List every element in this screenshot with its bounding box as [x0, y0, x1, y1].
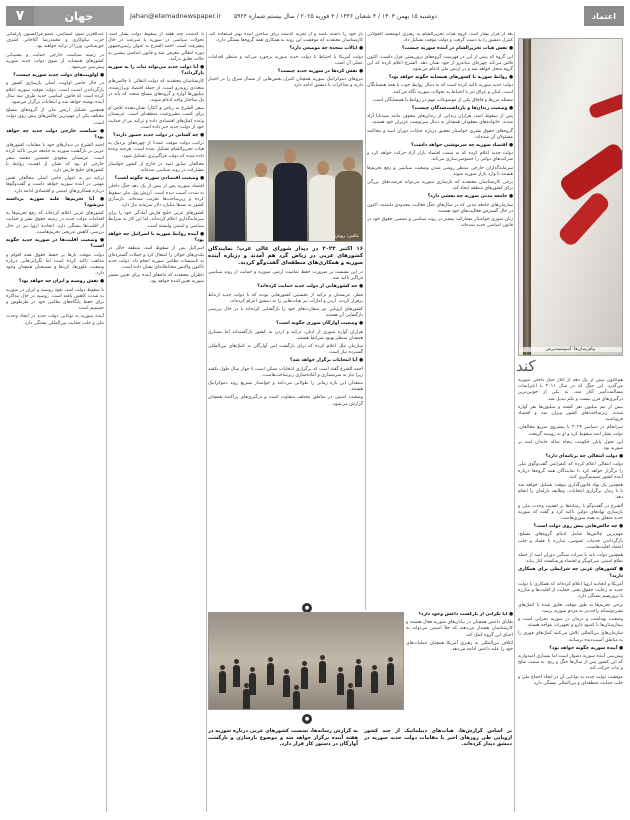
- subheading: ● نقش هیات تحریرالشام در آینده سوریه چیست؟: [401, 46, 513, 52]
- subheading: ● آیا دولت جدید می‌تواند ثبات را به سوریه بازگرداند؟: [108, 65, 204, 77]
- subheading: ● نقش کردها در سوریه جدید چیست؟: [277, 69, 363, 75]
- paragraph: سفر الشرع به ریاض و آنکارا نشان‌دهنده تلاش او برای کسب مشروعیت منطقه‌ای است. عربستان وعده کمک‌های اقتصادی داده و ترکیه نیز از حمایت خود از دولت جدید خبر داده است.: [108, 106, 204, 130]
- paragraph: هم‌اکنون بیش از یک دهه از آغاز جنگ داخلی سوریه می‌گذرد. این جنگ که در سال ۲۰۱۱ با اعتراضات مسالمت‌آمیز آغاز شد، به یکی از خونین‌ترین درگیری‌های قرن بیست و یکم تبدیل شد.: [518, 378, 623, 402]
- paragraph: احمد الشرع گفته است که برگزاری انتخابات ممکن است تا چهار سال طول بکشد زیرا نیاز به سرشماری و آماده‌سازی زیرساخت‌هاست.: [208, 366, 363, 378]
- paragraph: سازمان‌های بین‌المللی تلاش می‌کنند کمک‌های فوری را به مناطق آسیب‌دیده برسانند.: [518, 631, 623, 643]
- flag-stripe: [588, 93, 623, 120]
- section-email: Jahan@etemadnewspaper.ir: [130, 12, 222, 20]
- paragraph: عبدالعزیز تمیم، لیسانس، عضو فراکسیون پارلمانی حزب نیکوکاری و محمدرضا آغاجانی اشرف حق‌شناس، ورزا از ترکیه خواهند بود.: [6, 32, 104, 50]
- newspaper-logo: اعتماد: [584, 6, 624, 26]
- page-number: ۷: [6, 6, 34, 26]
- page-header: [6, 6, 624, 26]
- photo-officials: [208, 140, 363, 242]
- subheading: ● دولت انتقالی چه برنامه‌ای دارد؟: [545, 454, 623, 460]
- paragraph: این گروه که پیش از این در فهرست گروه‌های تروریستی قرار داشت، اکنون تلاش می‌کند چهره‌ای میانه‌رو از خود نشان دهد. الشرع اعلام کرده که این گروه منحل خواهد شد و در ارتش ملی ادغام می‌شود.: [367, 54, 513, 73]
- paragraph: همچنین تشکیل ارتش ملی از گروه‌های مسلح مختلف یکی از مهم‌ترین چالش‌های پیش روی دولت است.: [6, 108, 104, 126]
- photo-caption: عکس: رویترز: [333, 234, 359, 239]
- figure: [319, 661, 326, 683]
- figure: [273, 163, 307, 241]
- paragraph: دولت جدید سوریه تاکید کرده است که به دنبال روابط خوب با همه همسایگان است. لبنان و عراق نیز با احتیاط به تحولات سوریه نگاه می‌کنند.: [367, 83, 513, 95]
- paragraph: پیش‌بینی آینده سوریه دشوار است اما بسیاری امیدوارند که این کشور پس از سال‌ها جنگ و رنج، به سمت صلح و ثبات حرکت کند.: [518, 653, 623, 672]
- column-3-top: [208, 32, 363, 137]
- subheading: ● آیا تحریم‌ها علیه سوریه برداشته می‌شود؟: [6, 196, 104, 209]
- column-rule: [106, 32, 107, 812]
- paragraph: اقتصاد سوریه پس از بیش از یک دهه جنگ داخلی به شدت آسیب دیده است. ارزش پول ملی سقوط کرده و زیرساخت‌ها تخریب شده‌اند. بازسازی کشور به صدها میلیارد دلار سرمایه نیاز دارد.: [108, 184, 204, 209]
- subheading: ● جامعه مدنی سوریه چه نقشی دارد؟: [427, 194, 513, 200]
- subheading: ● وضعیت آوارگان سوری چگونه است؟: [276, 321, 363, 327]
- headline-fragment: کند: [516, 357, 536, 375]
- paragraph: سازمان ملل اعلام کرده که برای بازگشت امن آوارگان به کمک‌های بین‌المللی گسترده نیاز است.: [208, 344, 363, 356]
- paragraph: سازمان‌های جامعه مدنی که در سال‌های جنگ فعالیت محدودی داشتند، اکنون در حال گسترش فعالیت‌های خود هستند.: [367, 202, 513, 214]
- subheading: ● چه کشورهایی از دولت جدید حمایت کرده‌اند؟: [257, 284, 363, 290]
- paragraph: دولت آمریکا با احتیاط با دولت جدید سوریه برخورد می‌کند و منتظر اقدامات عملی آن است.: [208, 54, 363, 66]
- paragraph: ناظران معتقدند که ماه‌های آینده برای تعیین مسیر سوریه تعیین‌کننده خواهد بود.: [108, 273, 204, 285]
- column-rule: [206, 32, 207, 812]
- subheading: ● آیا انتخابات برگزار خواهد شد؟: [289, 358, 363, 364]
- bottom-box-right: بر اساس گزارش‌ها، هیات‌های دیپلماتیک از چند کشور اروپایی طی روزهای اخیر با مقامات دولت جدید سوریه در دمشق دیدار کرده‌اند.: [364, 728, 512, 748]
- subheading: ● وضعیت زندان‌ها و بازداشت‌شدگان چیست؟: [411, 106, 513, 112]
- paragraph: همچنین یک نهاد قانون‌گذاری موقت تشکیل خواهد شد تا تا زمان برگزاری انتخابات، وظایف پارلمان را انجام دهد.: [518, 483, 623, 501]
- column-rule: [514, 32, 515, 812]
- bottom-box-mid: به گزارش رسانه‌ها، نشست کشورهای عربی درباره سوریه در هفته آینده برگزار خواهد شد و موضوع بازسازی و بازگشت آوارگان در دستور کار قرار دارد.: [208, 728, 358, 748]
- figure: [267, 663, 274, 685]
- paragraph: در زمینه سیاست خارجی حمایت و پشتیبانی کشورهای همسایه از سوی دولت جدید سوریه پیش‌بینی می‌شود.: [6, 52, 104, 71]
- paragraph: ترکیب دولت موقت عمدتا از چهره‌های نزدیک به هیات تحریرالشام تشکیل شده است، هرچند وعده داده شده که دولت فراگیرتری تشکیل شود.: [108, 141, 204, 159]
- figure: [387, 663, 394, 685]
- paragraph: کشورهای اروپایی نیز سفارت‌های خود را بازگشایی کرده‌اند یا در حال بررسی بازگشایی آن هستند.: [208, 307, 363, 319]
- issue-date-line: دوشنبه ۱۵ بهمن ۱۴۰۳ / ۴ شعبان ۱۴۴۶ / ۳ فوریه ۲۰۲۵ / سال بیستم شماره ۵۹۲۳: [234, 12, 437, 20]
- paragraph: بعد از فرار بشار اسد، گروه هیات تحریرالشام به رهبری ابومحمد الجولانی کنترل دمشق را به دست گرفت و دولت موقت تشکیل داد.: [367, 32, 513, 44]
- paragraph: دولت انتقالی اعلام کرده که کنفرانس گفت‌وگوی ملی را برگزار خواهد کرد تا نمایندگان همه گروه‌ها درباره آینده کشور تصمیم‌گیری کنند.: [518, 462, 623, 480]
- column-1: [6, 32, 104, 812]
- column-3-mid: [208, 246, 363, 608]
- paragraph: اسرائیل پس از سقوط اسد، منطقه حائل در بلندی‌های جولان را اشغال کرد و حملات گسترده‌ای به تاسیسات نظامی سوریه انجام داد. دولت جدید تاکنون واکنش محتاطانه‌ای نشان داده است.: [108, 246, 204, 270]
- caption-lead: ۱۶ اکتبر ۲۰۲۴ در دیدار شورای عالی عرب؛ نمایندگان کشورهای عربی در ریاض گرد هم آمدند و درباره آینده سوریه و همکاری‌های منطقه‌ای گفت‌وگو کردند.: [208, 246, 363, 266]
- figure: [247, 177, 275, 241]
- paragraph: وضعیت امنیتی در مناطق مختلف متفاوت است و درگیری‌های پراکنده همچنان گزارش می‌شود.: [208, 395, 363, 407]
- column-4-bottom: [406, 612, 513, 710]
- paragraph: با گذشت چند هفته از سقوط دولت بشار اسد، تحولات سیاسی در سوریه با سرعت در حال پیشرفت است. احمد الشرع به عنوان رئیس‌جمهور دوره انتقالی معرفی شد و قانون اساسی پیشین به حالت تعلیق درآمد.: [108, 32, 204, 62]
- photo-flag: [518, 38, 623, 356]
- section-title: جهان: [34, 6, 124, 26]
- paragraph: احمد الشرع در دیدارهای خود با مقامات کشورهای عربی بر بازگشت سوریه به جامعه عربی تاکید کرده است. عربستان سعودی نخستین مقصد سفر خارجی او بود که نشان از اهمیت روابط با کشورهای خلیج فارس دارد.: [6, 143, 104, 174]
- paragraph: همچنین دولت باید با میراث سنگین دوران اسد از جمله نظام امنیتی سرکوبگر و اقتصاد ورشکسته کنار بیاید.: [518, 553, 623, 565]
- subheading: ● وضعیت اقتصادی سوریه چگونه است؟: [114, 176, 204, 182]
- paragraph: در این نشست بر ضرورت حفظ تمامیت ارضی سوریه و حمایت از روند سیاسی فراگیر تاکید شد.: [208, 270, 363, 282]
- figure: [249, 673, 256, 695]
- figure: [243, 689, 250, 710]
- subheading: ● وضعیت اقلیت‌ها در سوریه جدید چگونه است؟: [6, 238, 104, 250]
- column-4: [367, 32, 513, 610]
- paragraph: ائتلاف بین‌المللی به رهبری آمریکا همچنان عملیات‌های خود را علیه داعش ادامه می‌دهد.: [406, 640, 513, 653]
- paragraph: باز خود را داشته باشد و از تجربه گذشته برای ساختن آینده بهتر استفاده کند. کارشناسان معتقدند که موفقیت این روند به همکاری همه گروه‌ها بستگی دارد.: [208, 32, 363, 44]
- section-emblem-icon: ●: [302, 603, 312, 613]
- paragraph: مهم‌ترین چالش‌ها شامل ادغام گروه‌های مسلح، بازگرداندن خدمات عمومی، مبارزه با فساد و جلب اعتماد اقلیت‌هاست.: [518, 532, 623, 550]
- subheading: ● اولویت‌های دولت جدید سوریه چیست؟: [13, 73, 104, 79]
- paragraph: موفقیت دولت جدید به توانایی آن در ایجاد اجماع ملی و جلب حمایت منطقه‌ای و بین‌المللی بستگی دارد.: [518, 674, 623, 686]
- flag-stripe: [558, 141, 623, 202]
- paragraph: آمریکا و اتحادیه اروپا اعلام کرده‌اند که همکاری با دولت جدید به رعایت حقوق بشر، حمایت از اقلیت‌ها و مبارزه با تروریسم بستگی دارد.: [518, 581, 623, 600]
- subheading: ● کشورهای غربی چه شرایطی برای همکاری دارند؟: [518, 567, 623, 579]
- figure: [337, 673, 344, 695]
- paragraph: کارشناسان معتقدند که دولت انتقالی با چالش‌های متعددی روبه‌رو است، از جمله اقتصاد ویران‌شده، میلیون‌ها آواره و گروه‌های مسلح متعدد که باید در یک ساختار واحد ادغام شوند.: [108, 79, 204, 104]
- paragraph: وضعیت بهداشت و درمان در سوریه بحرانی است و بیمارستان‌ها با کمبود دارو و تجهیزات مواجه هستند.: [518, 616, 623, 629]
- subheading: ● آیا نگرانی از بازگشت داعش وجود دارد؟: [418, 612, 513, 617]
- paragraph: الشرع در گفت‌وگو با رسانه‌ها بر اهمیت وحدت ملی و بازسازی نهادهای دولتی تاکید کرد و گفت که سوریه جدید متعلق به همه سوری‌هاست.: [518, 503, 623, 522]
- subheading: ● ایالات متحده چه موضعی دارد؟: [289, 46, 363, 52]
- subheading: ● سیاست خارجی دولت جدید چه خواهد بود؟: [6, 128, 104, 141]
- photo-street-crowd: [208, 612, 404, 710]
- paragraph: سرمایه‌گذاران خارجی منتظر روشن شدن وضعیت سیاسی و رفع تحریم‌ها هستند تا وارد بازار سوریه شوند.: [367, 165, 513, 177]
- paragraph: مخالفان سابق اسد در خارج از کشور خواستار مشارکت در روند سیاسی شده‌اند.: [108, 161, 204, 174]
- subheading: ● چه چالش‌هایی پیش روی دولت است؟: [533, 524, 623, 530]
- subheading: ● چه کسانی در دولت جدید حضور دارند؟: [113, 133, 204, 139]
- flag-stripe: [556, 190, 611, 248]
- column-rule: [365, 32, 366, 610]
- figure: [347, 689, 354, 710]
- photo-caption: پیام‌رسان‌ها: آسوشیتدپرس: [519, 347, 622, 352]
- paragraph: بقایای داعش همچنان در بیابان‌های سوریه فعال هستند و کارشناسان هشدار می‌دهند که خلأ امنیتی می‌تواند به احیای این گروه کمک کند.: [406, 620, 513, 638]
- paragraph: دولت موقت بارها بر حفظ حقوق همه اقوام و مذاهب تاکید کرده است اما نگرانی‌هایی درباره وضعیت علوی‌ها، کردها و مسیحیان همچنان وجود دارد.: [6, 252, 104, 277]
- paragraph: بیش از نیم میلیون نفر کشته و میلیون‌ها نفر آواره شدند. زیرساخت‌های کشور ویران شد و اقتصاد فروپاشید.: [518, 404, 623, 423]
- paragraph: ترکیه نیز به عنوان حامی اصلی مخالفان نقش مهمی در آینده سوریه خواهد داشت و گفت‌وگوها درباره همکاری‌های امنیتی و اقتصادی ادامه دارد.: [6, 176, 104, 194]
- paragraph: نیروهای دموکراتیک سوریه همچنان کنترل بخش‌هایی از شمال شرق را در اختیار دارند و مذاکرات با دمشق ادامه دارد.: [208, 77, 363, 89]
- paragraph: کشورهای عربی خلیج فارس آمادگی خود را برای سرمایه‌گذاری اعلام کرده‌اند، اما این کار به شرایط سیاسی و امنیتی وابسته است.: [108, 211, 204, 229]
- figure: [283, 675, 290, 697]
- subheading: ● اقتصاد سوریه چه سرنوشتی خواهد داشت؟: [411, 143, 513, 149]
- paragraph: کشورهای غربی اعلام کرده‌اند که رفع تحریم‌ها به اقدامات دولت جدید در زمینه حقوق بشر و حمایت از اقلیت‌ها بستگی دارد. اتحادیه اروپا نیز در حال بررسی کاهش تدریجی تحریم‌هاست.: [6, 211, 104, 235]
- figure: [301, 667, 308, 689]
- subheading: ● روابط سوریه با کشورهای همسایه چگونه خواهد بود؟: [388, 75, 513, 81]
- paragraph: منتقدان این بازه زمانی را طولانی می‌دانند و خواستار تسریع روند دموکراتیک هستند.: [208, 381, 363, 393]
- figure: [371, 671, 378, 693]
- figure: [335, 171, 363, 241]
- column-2: [108, 32, 204, 812]
- paragraph: این تحول پایان حکومت پنجاه ساله خاندان اسد بر سوریه بود.: [518, 439, 623, 452]
- subheading: ● آینده روابط سوریه با اسرائیل چه خواهد بود؟: [108, 231, 204, 244]
- paragraph: قطر، عربستان و ترکیه از نخستین کشورهایی بودند که با دولت جدید ارتباط برقرار کردند. اردن و امارات نیز هیات‌هایی را به دمشق اعزام کرده‌اند.: [208, 292, 363, 304]
- paragraph: سرانجام در دسامبر ۲۰۲۴ با پیشروی سریع مخالفان، دولت بشار اسد سقوط کرد و او به روسیه گریخت.: [518, 425, 623, 437]
- paragraph: در حال حاضر اولویت اصلی بازسازی کشور و بازگرداندن امنیت است. دولت موقت سوریه اعلام کرده است که قانون اساسی جدید ظرف سه سال آینده نوشته خواهد شد و انتخابات برگزار می‌شود.: [6, 81, 104, 106]
- figure: [233, 665, 240, 687]
- figure: [355, 665, 362, 687]
- paragraph: گروه‌های حقوق بشری خواستار تحقیق درباره جنایات دوران اسد و محاکمه مسئولان آن شده‌اند.: [367, 128, 513, 140]
- paragraph: هزاران آواره سوری از لبنان، ترکیه و اردن به کشور بازگشته‌اند اما بسیاری همچنان منتظر بهبود شرایط هستند.: [208, 329, 363, 341]
- figure: [219, 671, 226, 693]
- section-emblem-icon: ●: [302, 714, 312, 724]
- paragraph: آینده سوریه به توانایی دولت جدید در ایجاد وحدت ملی و جلب حمایت بین‌المللی بستگی دارد.: [6, 314, 104, 326]
- flag-pole: [523, 39, 531, 356]
- figure: [309, 175, 337, 241]
- paragraph: با سقوط دولت اسد، نفوذ روسیه و ایران در سوریه به شدت کاهش یافته است. روسیه در حال مذاکره برای حفظ پایگاه‌های نظامی خود در طرطوس و حمیمیم است.: [6, 287, 104, 312]
- paragraph: برخی کارشناسان معتقدند که بازسازی سوریه می‌تواند فرصت‌های بزرگی برای کشورهای منطقه ایجاد کند.: [367, 180, 513, 192]
- paragraph: دولت جدید اعلام کرده که به سمت اقتصاد بازار آزاد حرکت خواهد کرد و شرکت‌های دولتی را خصوصی‌سازی می‌کند.: [367, 151, 513, 163]
- subheading: ● نقش روسیه و ایران چه خواهد بود؟: [18, 279, 104, 285]
- figure: [215, 171, 245, 241]
- column-5-bottom: [518, 378, 623, 812]
- paragraph: برخی تحریم‌ها به طور موقت تعلیق شده تا کمک‌های بشردوستانه راحت‌تر به مردم سوریه برسد.: [518, 602, 623, 614]
- paragraph: مسئله مرزها و قاچاق یکی از موضوعات مهم در روابط با همسایگان است.: [371, 97, 513, 103]
- paragraph: زنان سوری خواستار مشارکت بیشتر در روند سیاسی و تضمین حقوق خود در قانون اساسی جدید شده‌اند.: [367, 217, 513, 229]
- subheading: ● آینده سوریه چگونه خواهد بود؟: [549, 645, 623, 651]
- paragraph: پس از سقوط اسد، هزاران زندانی از زندان‌های مخوف مانند صیدنایا آزاد شدند. خانواده‌های مفقودان همچنان به دنبال سرنوشت عزیزان خود هستند.: [367, 114, 513, 126]
- figure: [293, 691, 300, 710]
